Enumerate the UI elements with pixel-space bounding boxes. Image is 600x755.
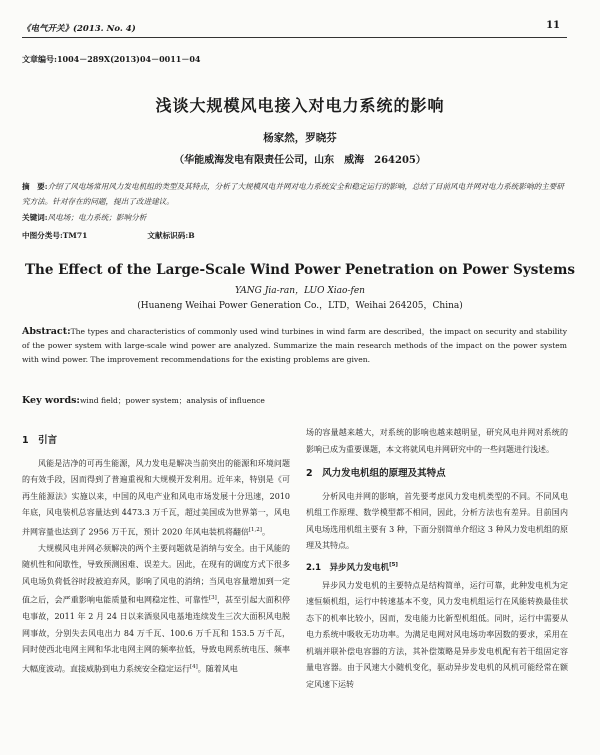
citation: [4] bbox=[190, 663, 198, 670]
abstract-en-text: The types and characteristics of commonly used wind turbines in wind farm are described，the impact on security and stability of the power system with large-scale wind power are analyzed. Summarize the main research methods of the impact on the power system with wind power. The improvement recommendations for the existing problems are given. bbox=[22, 327, 567, 364]
page-number: 11 bbox=[546, 20, 560, 31]
authors-en: YANG Jia-ran，LUO Xiao-fen bbox=[235, 286, 365, 296]
section-1-paragraph-continued: 场的容量越来越大，对系统的影响也越来越明显，研究风电并网对系统的影响已成为重要课题，本文将就风电并网研究中的一些问题进行浅述。 bbox=[306, 428, 568, 454]
journal-header: 《电气开关》(2013. No. 4) bbox=[22, 24, 136, 34]
classification-row bbox=[22, 230, 195, 241]
section-1-heading: 1 引言 bbox=[22, 435, 58, 446]
section-2-heading: 2 风力发电机组的原理及其特点 bbox=[306, 468, 446, 479]
affiliation-en: (Huaneng Weihai Power Generation Co.，LTD，Weihai 264205，China) bbox=[137, 301, 463, 311]
abstract-cn bbox=[22, 179, 567, 209]
doc-code-label: 文献标识码: bbox=[147, 231, 189, 240]
abstract-cn-label: 摘 要: bbox=[22, 182, 48, 191]
authors-cn: 杨家然，罗晓芬 bbox=[263, 132, 337, 144]
keywords-cn-label: 关键词: bbox=[22, 213, 48, 222]
section-2-1-heading bbox=[306, 557, 568, 576]
abstract-cn-text: 介绍了风电场常用风力发电机组的类型及其特点，分析了大规模风电并网对电力系统安全和稳定运行的影响，总结了目前风电并网对电力系统影响的主要研究方法。针对存在的问题，提出了改进建议。 bbox=[22, 182, 564, 206]
keywords-cn-text: 风电场；电力系统；影响分析 bbox=[47, 213, 147, 222]
clc-value: TM71 bbox=[62, 231, 88, 240]
affiliation-cn: （华能威海发电有限责任公司，山东 威海 264205） bbox=[174, 155, 426, 166]
section-1-paragraph-1 bbox=[22, 456, 290, 541]
citation: [5] bbox=[389, 561, 398, 568]
clc-label: 中图分类号: bbox=[22, 231, 63, 240]
para-text: 风能是洁净的可再生能源，风力发电是解决当前突出的能源和环境问题的有效手段，因而得到了普遍重视和大规模开发利用。近年来，特别是《可再生能源法》实施以来，中国的风电产业和风电市场发展十分迅速，2010 年底，风电装机总容量达到 4473.3 万千瓦，超过美国成为世界第一，风电并网容量也达到了 2956 万千瓦，预计 2020 年风电装机将翻倍 bbox=[22, 458, 290, 537]
article-number: 文章编号:1004－289X(2013)04－0011－04 bbox=[22, 54, 201, 64]
title-en: The Effect of the Large-Scale Wind Power Penetration on Power Systems bbox=[24, 262, 576, 278]
section-1-paragraph-2 bbox=[22, 541, 290, 678]
section-2-1-paragraph-1: 异步风力发电机的主要特点是结构简单，运行可靠，此种发电机为定速恒频机组，运行中转速基本不变，风力发电机组运行在风能转换最佳状态下的机率比较小，因而，发电能力比新型机组低。同时，运行中需要从电力系统中吸收无功功率。为满足电网对风电场功率因数的要求，采用在机端并联补偿电容器的方法，其补偿策略是异步发电机配有若干组固定容量电容器。由于风速大小随机变化，驱动异步发电机的风机可能经常在额定风速下运转 bbox=[306, 580, 568, 689]
subsection-title: 2.1 异步风力发电机 bbox=[306, 562, 390, 573]
para-text: 大规模风电并网必须解决的两个主要问题就是消纳与安全。由于风能的随机性和间歇性，导致预测困难、误差大。因此，在现有的调度方式下很多风电场负荷低谷时段被迫弃风，影响了风电的消纳；当风电容量增加到一定值之后，会严重影响电能质量和电网稳定性、可靠性 bbox=[22, 543, 290, 605]
para-text: 。随着风电 bbox=[197, 664, 238, 674]
body-right-column bbox=[306, 425, 568, 693]
section-2-paragraph-1: 分析风电并网的影响，首先要考虑风力发电机类型的不同。不同风电机组工作原理、数学模型都不相同，因此，分析方法也有差异。目前国内风电场选用机组主要有 3 种，下面分别简单介绍这 3 种风力发电机组的原理及其特点。 bbox=[306, 491, 568, 550]
abstract-en-label: Abstract: bbox=[22, 326, 71, 337]
keywords-en bbox=[22, 395, 265, 406]
body-left-column bbox=[22, 425, 290, 678]
keywords-en-label: Key words: bbox=[22, 395, 80, 406]
keywords-cn bbox=[22, 212, 146, 223]
para-text: 。 bbox=[261, 527, 270, 537]
citation: [3] bbox=[209, 595, 217, 602]
doc-code-value: B bbox=[188, 231, 195, 240]
citation: [1,2] bbox=[248, 526, 262, 533]
abstract-en bbox=[22, 325, 567, 367]
title-cn: 浅谈大规模风电接入对电力系统的影响 bbox=[155, 96, 445, 115]
keywords-en-text: wind field；power system；analysis of influence bbox=[79, 396, 265, 405]
header-divider bbox=[22, 37, 567, 38]
para-text: ，甚至引起大面积停电事故，2011 年 2 月 24 日以来酒泉风电基地连续发生三次大面积风电脱网事故，分别失去风电出力 84 万千瓦、100.6 万千瓦和 153.5 万千瓦，同时使西北电网主网和华北电网主网的频率拉低，导致电网系统电压、频率大幅度波动。直接威胁到电力系统安全稳定运行 bbox=[22, 595, 291, 674]
